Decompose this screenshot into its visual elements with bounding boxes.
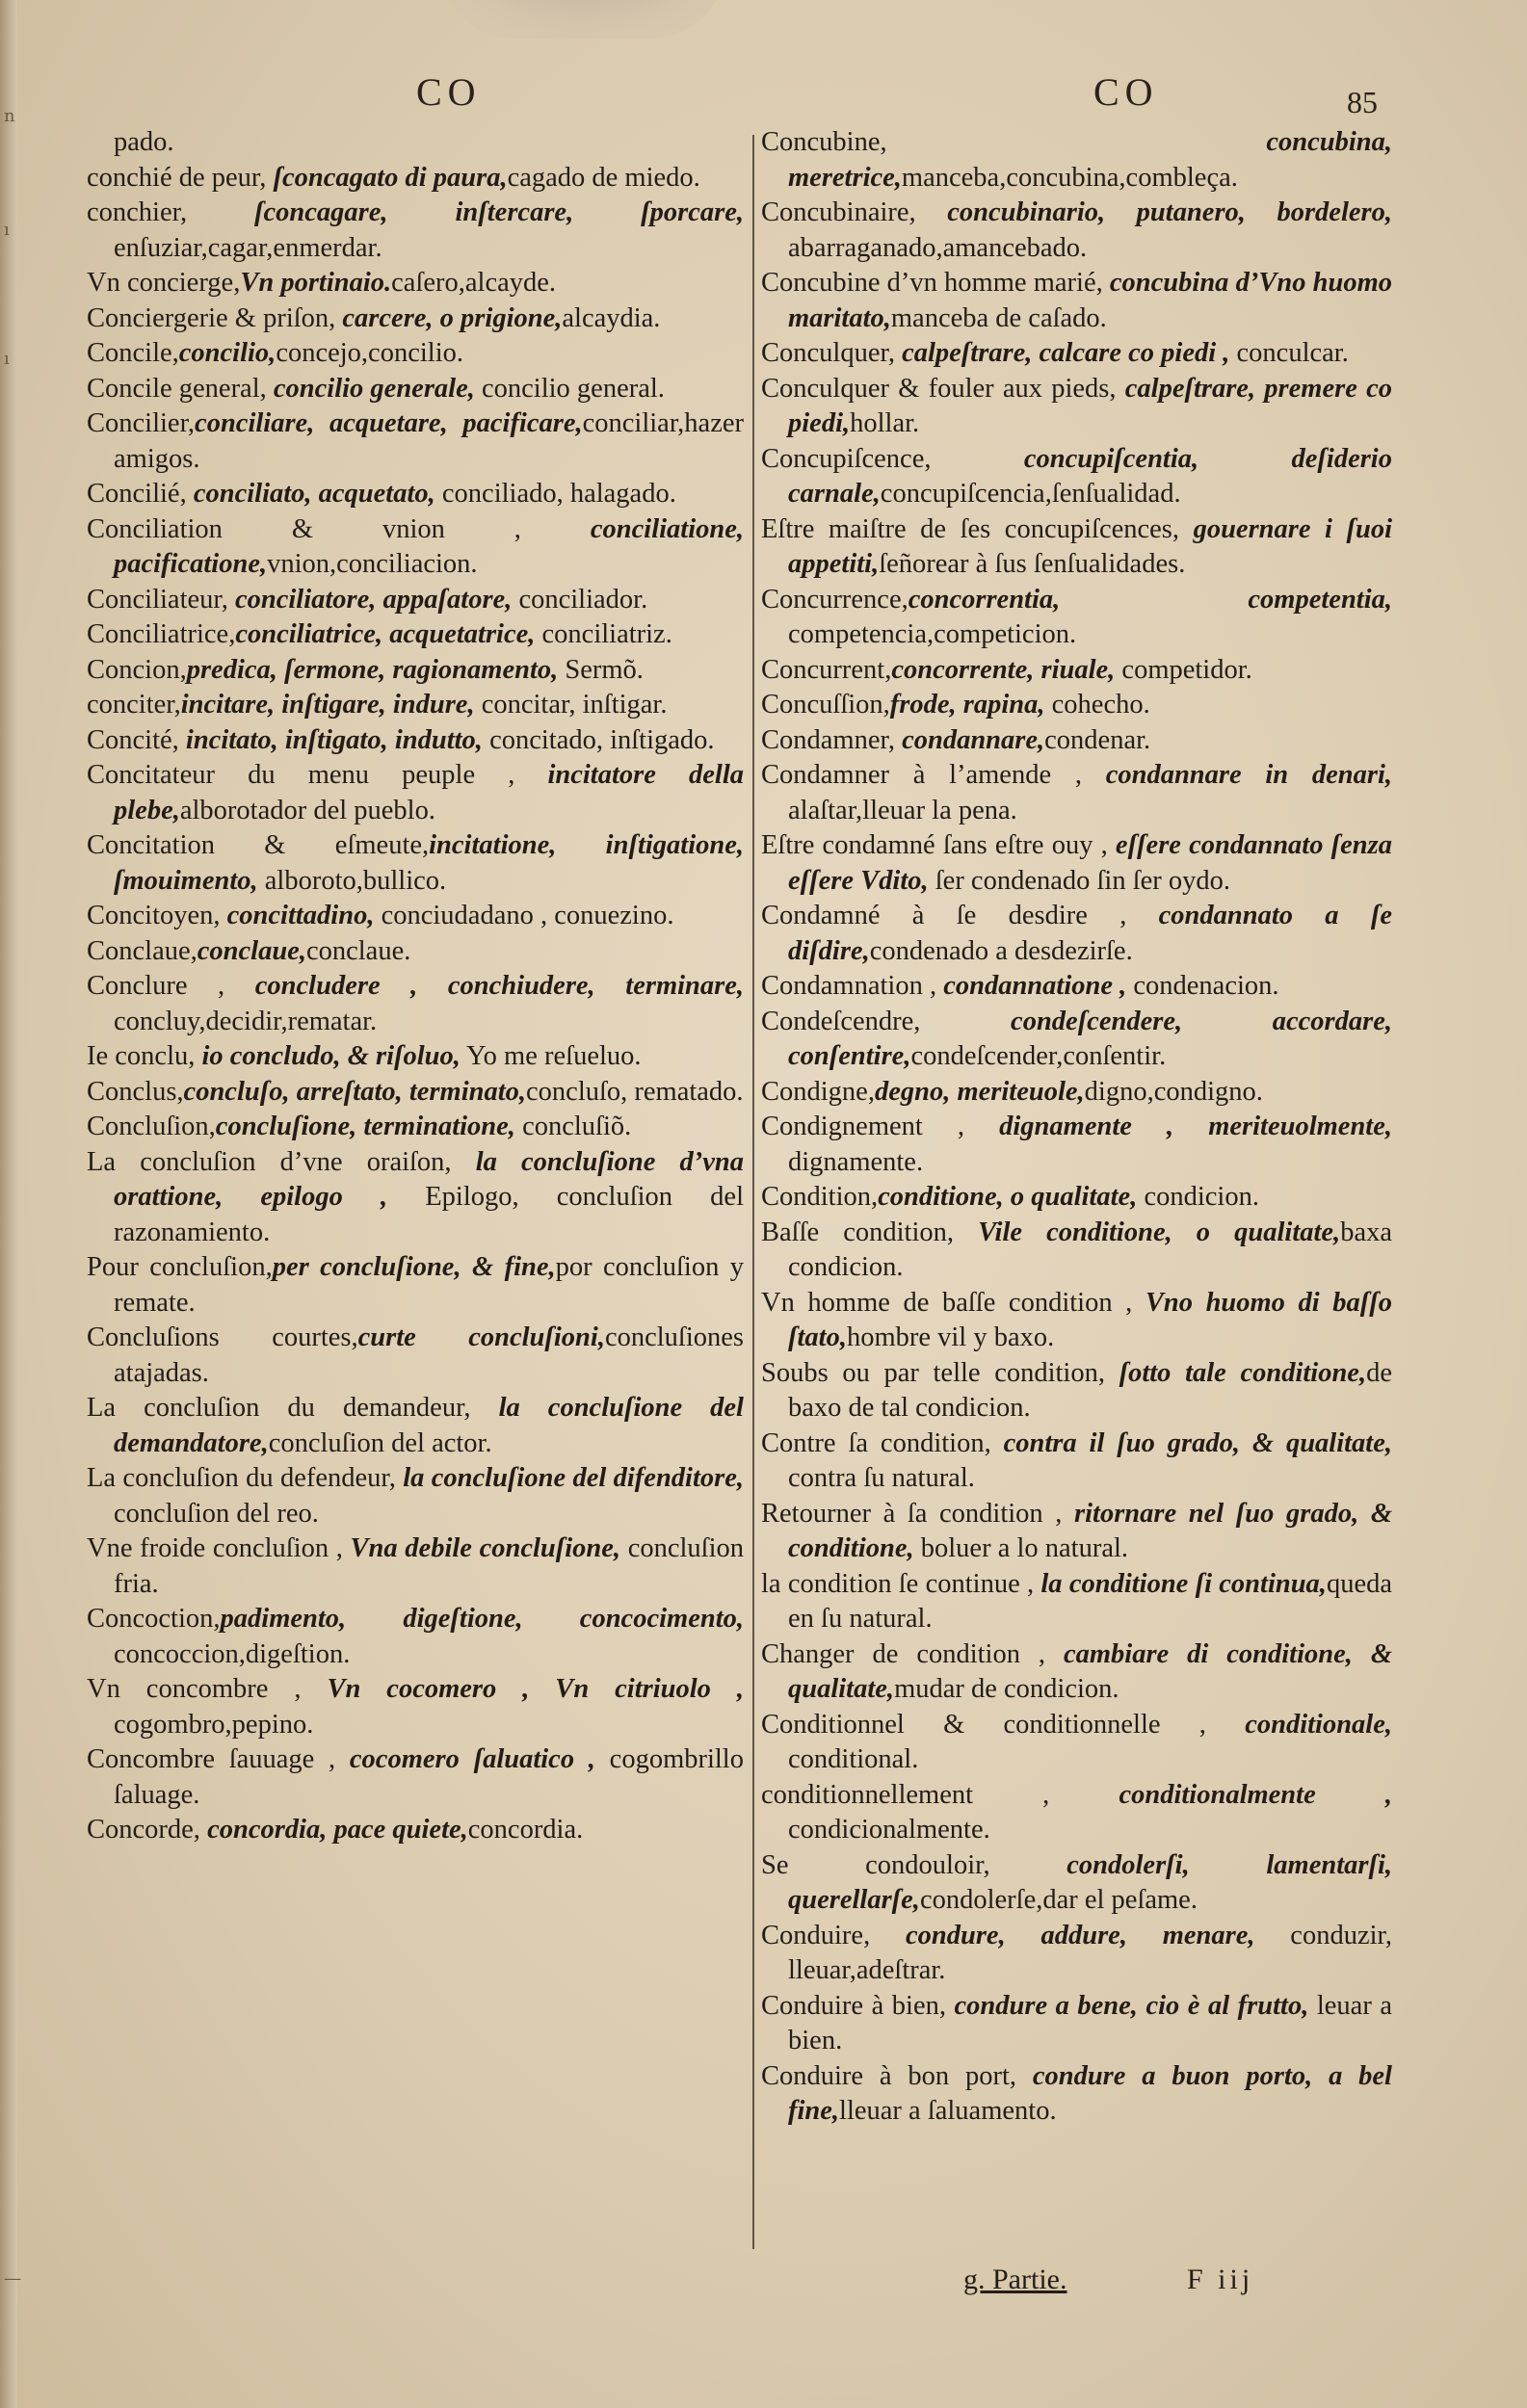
dictionary-entry bbox=[761, 1848, 1392, 1919]
entry-text: la condition ſe continue , bbox=[761, 1568, 1041, 1599]
italian-translation: cocomero ſaluatico , bbox=[349, 1744, 595, 1774]
entry-text: por concluſion y remate. bbox=[114, 1252, 744, 1318]
entry-text: conciliatriz. bbox=[535, 619, 672, 649]
italian-translation: conclaue, bbox=[197, 935, 306, 966]
leaf-mark: F iij bbox=[1187, 2264, 1254, 2295]
italian-translation: conciliato, acquetato, bbox=[193, 479, 435, 509]
italian-translation: predica, ſermone, ragionamento, bbox=[186, 654, 559, 685]
italian-translation: per concluſione, & fine, bbox=[272, 1252, 556, 1282]
entry-text: Se condouloir, bbox=[761, 1849, 1067, 1880]
entry-text: conduzir, lleuar,adeſtrar. bbox=[788, 1920, 1392, 1985]
italian-translation: la concluſione d’vna orattione, epilogo , bbox=[114, 1146, 744, 1212]
entry-text: Concilier, bbox=[87, 408, 196, 438]
entry-text: condenado a desdezirſe. bbox=[869, 935, 1133, 966]
italian-translation: conciliatrice, acquetatrice, bbox=[235, 619, 536, 649]
entry-text: Soubs ou par telle condition, bbox=[761, 1357, 1119, 1388]
entry-text: Concion, bbox=[87, 654, 187, 685]
dictionary-entry bbox=[761, 1216, 1392, 1286]
column-divider bbox=[752, 135, 754, 2249]
italian-translation: condannatione , bbox=[943, 971, 1127, 1001]
running-head-right: CO bbox=[1093, 70, 1159, 114]
dictionary-entry bbox=[87, 1461, 744, 1531]
entry-text: concordia. bbox=[467, 1815, 584, 1845]
entry-text: Condamnation , bbox=[761, 971, 944, 1001]
dictionary-entry bbox=[761, 2059, 1392, 2130]
entry-text: pado. bbox=[114, 127, 174, 157]
entry-text: conchier, bbox=[87, 197, 255, 227]
entry-text: lleuar a ſaluamento. bbox=[839, 2096, 1057, 2126]
entry-text: contra ſu natural. bbox=[788, 1463, 975, 1493]
entry-text: concluſion del reo. bbox=[114, 1498, 319, 1529]
entry-text: Concombre ſauuage , bbox=[87, 1744, 350, 1774]
entry-text: alaſtar,lleuar la pena. bbox=[788, 795, 1017, 825]
entry-text: Concorde, bbox=[87, 1815, 208, 1845]
italian-translation: conciliare, acquetare, pacificare, bbox=[195, 408, 583, 438]
entry-text: Condamné à ſe desdire , bbox=[761, 901, 1159, 930]
entry-text: Conculquer, bbox=[761, 338, 903, 368]
entry-text: cogombrillo ſaluage. bbox=[114, 1744, 744, 1810]
dictionary-entry bbox=[87, 723, 744, 759]
entry-text: Conditionnel & conditionnelle , bbox=[761, 1709, 1246, 1740]
italian-translation: la concluſione del difenditore, bbox=[403, 1463, 744, 1493]
entry-text: Eſtre condamné ſans eſtre ouy , bbox=[761, 830, 1116, 860]
dictionary-entry bbox=[761, 1919, 1392, 1989]
italian-translation: incitare, inſtigare, indure, bbox=[180, 690, 475, 720]
italian-translation: frode, rapina, bbox=[889, 690, 1045, 720]
entry-text: Sermõ. bbox=[558, 654, 644, 685]
dictionary-entry bbox=[761, 1286, 1392, 1356]
entry-text: conculcar. bbox=[1229, 338, 1349, 368]
entry-text: Ie conclu, bbox=[87, 1041, 202, 1071]
entry-text: Conclure , bbox=[87, 971, 255, 1001]
entry-text: competidor. bbox=[1115, 654, 1252, 685]
italian-translation: dignamente , meriteuolmente, bbox=[999, 1112, 1392, 1141]
italian-translation: condannare in denari, bbox=[1105, 760, 1392, 790]
dictionary-entry bbox=[87, 1813, 744, 1848]
dictionary-entry bbox=[87, 1742, 744, 1813]
dictionary-entry bbox=[761, 969, 1392, 1005]
top-stain bbox=[438, 0, 727, 39]
entry-text: Eſtre maiſtre de ſes concupiſcences, bbox=[761, 513, 1194, 544]
entry-text: conciliar,hazer amigos. bbox=[114, 408, 744, 474]
entry-text: Concluſion, bbox=[87, 1112, 216, 1141]
entry-text: alborotador del pueblo. bbox=[179, 795, 435, 825]
entry-text: Conciliatrice, bbox=[87, 619, 236, 649]
entry-text: La concluſion d’vne oraiſon, bbox=[87, 1146, 476, 1177]
entry-text: hollar. bbox=[850, 408, 920, 438]
italian-translation: conciliatione, pacificatione, bbox=[114, 513, 744, 579]
entry-text: Conclus, bbox=[87, 1076, 184, 1107]
italian-translation: concubinario, putanero, bordelero, bbox=[947, 197, 1392, 227]
entry-text: condicion. bbox=[1137, 1182, 1259, 1212]
italian-translation: concordia, pace quiete, bbox=[207, 1815, 468, 1845]
entry-text: La concluſion du defendeur, bbox=[87, 1463, 404, 1493]
italian-translation: concilio, bbox=[178, 338, 276, 368]
dictionary-entry bbox=[87, 1531, 744, 1602]
dictionary-entry bbox=[87, 1145, 744, 1251]
entry-text: Conduire, bbox=[761, 1920, 906, 1950]
dictionary-entry bbox=[87, 969, 744, 1039]
entry-text: boluer a lo natural. bbox=[913, 1533, 1129, 1563]
dictionary-entry bbox=[87, 196, 744, 266]
entry-text: Concitation & eſmeute, bbox=[87, 830, 430, 860]
dictionary-entry bbox=[761, 828, 1392, 899]
entry-text: Concile, bbox=[87, 338, 179, 368]
italian-translation: condure a buon porto, a bel fine, bbox=[788, 2060, 1392, 2126]
italian-translation: eſſere condannato ſenza eſſere Vdito, bbox=[788, 830, 1392, 896]
dictionary-entry bbox=[761, 1637, 1392, 1708]
entry-text: concluſo, rematado. bbox=[526, 1076, 744, 1107]
italian-translation: conditionale, bbox=[1245, 1709, 1392, 1740]
entry-text: manceba de caſado. bbox=[890, 302, 1107, 333]
italian-translation: cambiare di conditione, & qualitate, bbox=[788, 1638, 1392, 1704]
entry-text: Conduire à bien, bbox=[761, 1990, 955, 2021]
entry-text: concoccion,digeſtion. bbox=[114, 1638, 351, 1669]
italian-translation: concorrente, riuale, bbox=[891, 654, 1116, 685]
entry-text: caſero,alcayde. bbox=[391, 268, 557, 298]
entry-text: Concubinaire, bbox=[761, 197, 948, 227]
entry-text: Condition, bbox=[761, 1182, 879, 1212]
entry-text: concitado, inſtigado. bbox=[482, 724, 715, 755]
dictionary-entry bbox=[87, 1672, 744, 1742]
entry-text: concluſiõ. bbox=[514, 1112, 632, 1141]
dictionary-entry bbox=[761, 512, 1392, 583]
dictionary-entry bbox=[761, 336, 1392, 372]
dictionary-entry bbox=[761, 1075, 1392, 1111]
entry-text: Concilié, bbox=[87, 479, 194, 509]
dictionary-entry bbox=[761, 1708, 1392, 1778]
dictionary-entry bbox=[87, 1110, 744, 1145]
entry-text: queda en ſu natural. bbox=[788, 1568, 1392, 1634]
margin-mark: ı bbox=[4, 349, 10, 369]
italian-translation: concilio generale, bbox=[273, 373, 475, 404]
entry-text: Concoction, bbox=[87, 1604, 221, 1634]
entry-text: condolerſe,dar el peſame. bbox=[919, 1885, 1198, 1915]
italian-translation: degno, meriteuole, bbox=[874, 1076, 1085, 1107]
dictionary-entry bbox=[761, 688, 1392, 723]
entry-text: cogombro,pepino. bbox=[114, 1709, 314, 1740]
entry-text: conciliado, halagado. bbox=[434, 479, 676, 509]
entry-text: concitar, inſtigar. bbox=[474, 690, 668, 720]
dictionary-entry bbox=[761, 196, 1392, 266]
entry-text: Concupiſcence, bbox=[761, 443, 1024, 474]
left-column bbox=[87, 125, 744, 1848]
entry-text: conclaue. bbox=[305, 935, 411, 966]
italian-translation: curte concluſioni, bbox=[357, 1322, 605, 1352]
entry-text: condicionalmente. bbox=[788, 1815, 990, 1845]
dictionary-entry bbox=[87, 512, 744, 583]
entry-text: Conciliateur, bbox=[87, 584, 235, 615]
entry-text: ſeñorear à ſus ſenſualidades. bbox=[879, 549, 1186, 579]
entry-text: abarraganado,amancebado. bbox=[788, 232, 1088, 263]
entry-text: conciudadano , conuezino. bbox=[374, 901, 674, 930]
entry-text: Concubine d’vn homme marié, bbox=[761, 268, 1110, 298]
dictionary-entry bbox=[761, 758, 1392, 828]
entry-text: Contre ſa condition, bbox=[761, 1427, 1004, 1458]
signature-mark: g. Partie. bbox=[963, 2264, 1067, 2295]
running-head-left: CO bbox=[416, 70, 482, 114]
italian-translation: conditione, o qualitate, bbox=[878, 1182, 1138, 1212]
dictionary-entry bbox=[87, 828, 744, 899]
dictionary-entry bbox=[761, 1497, 1392, 1567]
dictionary-entry bbox=[87, 1391, 744, 1461]
italian-translation: ſconcagare, inſtercare, ſporcare, bbox=[254, 197, 744, 227]
entry-text: conditionnellement , bbox=[761, 1779, 1119, 1810]
dictionary-entry bbox=[87, 583, 744, 618]
entry-text: hombre vil y baxo. bbox=[846, 1322, 1055, 1352]
entry-text: Vn concierge, bbox=[87, 268, 241, 298]
dictionary-entry bbox=[761, 372, 1392, 442]
italian-translation: condannato a ſe diſdire, bbox=[788, 901, 1393, 966]
dictionary-entry bbox=[87, 336, 744, 372]
dictionary-entry bbox=[761, 653, 1392, 689]
dictionary-entry bbox=[87, 161, 744, 196]
dictionary-entry bbox=[761, 1567, 1392, 1637]
italian-translation: ritornare nel ſuo grado, & conditione, bbox=[788, 1498, 1392, 1563]
dictionary-entry bbox=[761, 1989, 1392, 2059]
entry-text: concluſion fria. bbox=[114, 1533, 744, 1599]
dictionary-entry bbox=[761, 1778, 1392, 1848]
dictionary-entry bbox=[87, 477, 744, 512]
dictionary-entry bbox=[761, 125, 1392, 196]
dictionary-entry bbox=[761, 1356, 1392, 1426]
entry-text: Vn homme de baſſe condition , bbox=[761, 1287, 1145, 1318]
entry-text: Conculquer & fouler aux pieds, bbox=[761, 373, 1125, 404]
dictionary-entry bbox=[87, 1602, 744, 1672]
dictionary-entry bbox=[761, 1426, 1392, 1497]
entry-text: condeſcender,conſentir. bbox=[910, 1041, 1167, 1071]
italian-translation: condannare, bbox=[902, 724, 1045, 755]
italian-translation: concorrentia, competentia, bbox=[908, 584, 1392, 615]
entry-text: Concité, bbox=[87, 724, 186, 755]
dictionary-entry bbox=[761, 442, 1392, 512]
dictionary-entry bbox=[761, 1110, 1392, 1180]
entry-text: Changer de condition , bbox=[761, 1638, 1064, 1669]
entry-text: condenacion. bbox=[1126, 971, 1279, 1001]
italian-translation: Vile conditione, o qualitate, bbox=[978, 1217, 1341, 1247]
margin-mark: ı bbox=[4, 220, 10, 240]
italian-translation: carcere, o prigione, bbox=[342, 302, 563, 333]
entry-text: competencia,competicion. bbox=[788, 619, 1077, 649]
entry-text: concluſion del actor. bbox=[268, 1427, 492, 1458]
entry-text: Concitateur du menu peuple , bbox=[87, 760, 548, 790]
entry-text: conciter, bbox=[87, 690, 181, 720]
entry-text: Concile general, bbox=[87, 373, 274, 404]
entry-text: Conciliation & vnion , bbox=[87, 513, 591, 544]
entry-text: Concubine, bbox=[761, 127, 1267, 157]
entry-text: concupiſcencia,ſenſualidad. bbox=[880, 479, 1181, 509]
dictionary-entry bbox=[87, 1039, 744, 1075]
italian-translation: concubina d’Vno huomo maritato, bbox=[788, 268, 1392, 333]
entry-text: Concluſions courtes, bbox=[87, 1322, 358, 1352]
entry-text: cohecho. bbox=[1044, 690, 1150, 720]
italian-translation: la concluſione del demandatore, bbox=[114, 1393, 744, 1458]
italian-translation: Vn portinaio. bbox=[240, 268, 392, 298]
italian-translation: condure a bene, cio è al frutto, bbox=[954, 1990, 1309, 2021]
entry-text: mudar de condicion. bbox=[894, 1674, 1119, 1704]
entry-text: Epilogo, concluſion del razonamiento. bbox=[114, 1182, 744, 1247]
italian-translation: ſconcagato di paura, bbox=[273, 162, 508, 193]
entry-text: concluſiones atajadas. bbox=[114, 1322, 744, 1388]
italian-translation: io concludo, & riſoluo, bbox=[201, 1041, 461, 1071]
entry-text: concejo,concilio. bbox=[276, 338, 463, 368]
italian-translation: concittadino, bbox=[226, 901, 375, 930]
entry-text: condenar. bbox=[1044, 724, 1151, 755]
entry-text: Conclaue, bbox=[87, 935, 197, 966]
italian-translation: concupiſcentia, deſiderio carnale, bbox=[788, 443, 1392, 509]
dictionary-entry bbox=[87, 653, 744, 689]
dictionary-entry bbox=[87, 125, 744, 161]
italian-translation: condure, addure, menare, bbox=[905, 1920, 1255, 1950]
entry-text: Condamner à l’amende , bbox=[761, 760, 1106, 790]
dictionary-entry bbox=[761, 1005, 1392, 1075]
italian-translation: incitatione, inſtigatione, ſmouimento, bbox=[114, 830, 744, 896]
margin-mark: n bbox=[4, 106, 15, 126]
dictionary-entry bbox=[761, 1180, 1392, 1216]
italian-translation: condolerſi, lamentarſi, querellarſe, bbox=[788, 1849, 1392, 1915]
page-number: 85 bbox=[1347, 85, 1378, 119]
entry-text: digno,condigno. bbox=[1084, 1076, 1263, 1107]
italian-translation: conditionalmente , bbox=[1119, 1779, 1393, 1810]
entry-text: Condeſcendre, bbox=[761, 1006, 1012, 1036]
margin-mark: — bbox=[4, 2268, 21, 2289]
italian-translation: condeſcendere, accordare, conſentire, bbox=[788, 1006, 1392, 1071]
italian-translation: contra il ſuo grado, & qualitate, bbox=[1003, 1427, 1392, 1458]
italian-translation: calpeſtrare, calcare co piedi , bbox=[902, 338, 1230, 368]
italian-translation: Vn cocomero , Vn citriuolo , bbox=[327, 1674, 744, 1704]
entry-text: La concluſion du demandeur, bbox=[87, 1393, 499, 1423]
entry-text: dignamente. bbox=[788, 1146, 924, 1177]
entry-text: Concitoyen, bbox=[87, 901, 227, 930]
entry-text: concilio general. bbox=[474, 373, 665, 404]
dictionary-entry bbox=[761, 723, 1392, 759]
entry-text: concluy,decidir,rematar. bbox=[114, 1006, 378, 1036]
italian-translation: conciliatore, appaſatore, bbox=[234, 584, 513, 615]
italian-translation: calpeſtrare, premere co piedi, bbox=[788, 373, 1392, 438]
italian-translation: Vno huomo di baſſo ſtato, bbox=[788, 1287, 1392, 1352]
dictionary-entry bbox=[87, 899, 744, 934]
italian-translation: ſotto tale conditione, bbox=[1119, 1357, 1367, 1388]
italian-translation: concludere , conchiudere, terminare, bbox=[254, 971, 744, 1001]
entry-text: de baxo de tal condicion. bbox=[788, 1357, 1392, 1423]
dictionary-entry bbox=[87, 406, 744, 477]
entry-text: conditional. bbox=[788, 1744, 919, 1774]
entry-text: Conciergerie & priſon, bbox=[87, 302, 343, 333]
italian-translation: la conditione ſi continua, bbox=[1040, 1568, 1327, 1599]
dictionary-entry bbox=[87, 1321, 744, 1391]
italian-translation: Vna debile concluſione, bbox=[350, 1533, 621, 1563]
entry-text: Conduire à bon port, bbox=[761, 2060, 1033, 2091]
dictionary-entry bbox=[87, 1250, 744, 1321]
entry-text: Condigne, bbox=[761, 1076, 875, 1107]
entry-text: manceba,concubina,combleça. bbox=[901, 162, 1238, 193]
italian-translation: incitatore della plebe, bbox=[114, 760, 744, 825]
italian-translation: gouernare i ſuoi appetiti, bbox=[788, 513, 1392, 579]
entry-text: Retourner à ſa condition , bbox=[761, 1498, 1075, 1529]
entry-text: Concuſſion, bbox=[761, 690, 890, 720]
entry-text: Concurrence, bbox=[761, 584, 908, 615]
italian-translation: incitato, inſtigato, indutto, bbox=[185, 724, 483, 755]
entry-text: Condamner, bbox=[761, 724, 903, 755]
entry-text: enſuziar,cagar,enmerdar. bbox=[114, 232, 382, 263]
entry-text: Condignement , bbox=[761, 1112, 1000, 1141]
italian-translation: concluſo, arreſtato, terminato, bbox=[183, 1076, 527, 1107]
entry-text: baxa condicion. bbox=[788, 1217, 1392, 1282]
entry-text: Vn concombre , bbox=[87, 1674, 328, 1704]
italian-translation: concluſione, terminatione, bbox=[215, 1112, 515, 1141]
italian-translation: padimento, digeſtione, concocimento, bbox=[220, 1604, 744, 1634]
entry-text: Baſſe condition, bbox=[761, 1217, 979, 1247]
entry-text: ſer condenado ſin ſer oydo. bbox=[928, 865, 1231, 896]
dictionary-entry bbox=[87, 301, 744, 337]
entry-text: Pour concluſion, bbox=[87, 1252, 273, 1282]
entry-text: cagado de miedo. bbox=[507, 162, 700, 193]
entry-text: Vne froide concluſion , bbox=[87, 1533, 351, 1563]
dictionary-entry bbox=[87, 372, 744, 407]
entry-text: conchié de peur, bbox=[87, 162, 274, 193]
dictionary-entry bbox=[87, 266, 744, 301]
entry-text: alboroto,bullico. bbox=[257, 865, 447, 896]
entry-text: vnion,conciliacion. bbox=[267, 549, 478, 579]
dictionary-entry bbox=[761, 899, 1392, 969]
dictionary-entry bbox=[87, 1075, 744, 1111]
dictionary-entry bbox=[761, 583, 1392, 653]
dictionary-entry bbox=[87, 688, 744, 723]
dictionary-entry bbox=[761, 266, 1392, 336]
italian-translation: concubina, meretrice, bbox=[788, 127, 1392, 193]
dictionary-entry bbox=[87, 934, 744, 970]
entry-text: conciliador. bbox=[512, 584, 648, 615]
dictionary-entry bbox=[87, 758, 744, 828]
entry-text: Concurrent, bbox=[761, 654, 892, 685]
entry-text: Yo me reſueluo. bbox=[460, 1041, 642, 1071]
right-column bbox=[761, 125, 1392, 2130]
dictionary-entry bbox=[87, 617, 744, 653]
entry-text: alcaydia. bbox=[562, 302, 661, 333]
entry-text: leuar a bien. bbox=[788, 1990, 1392, 2055]
